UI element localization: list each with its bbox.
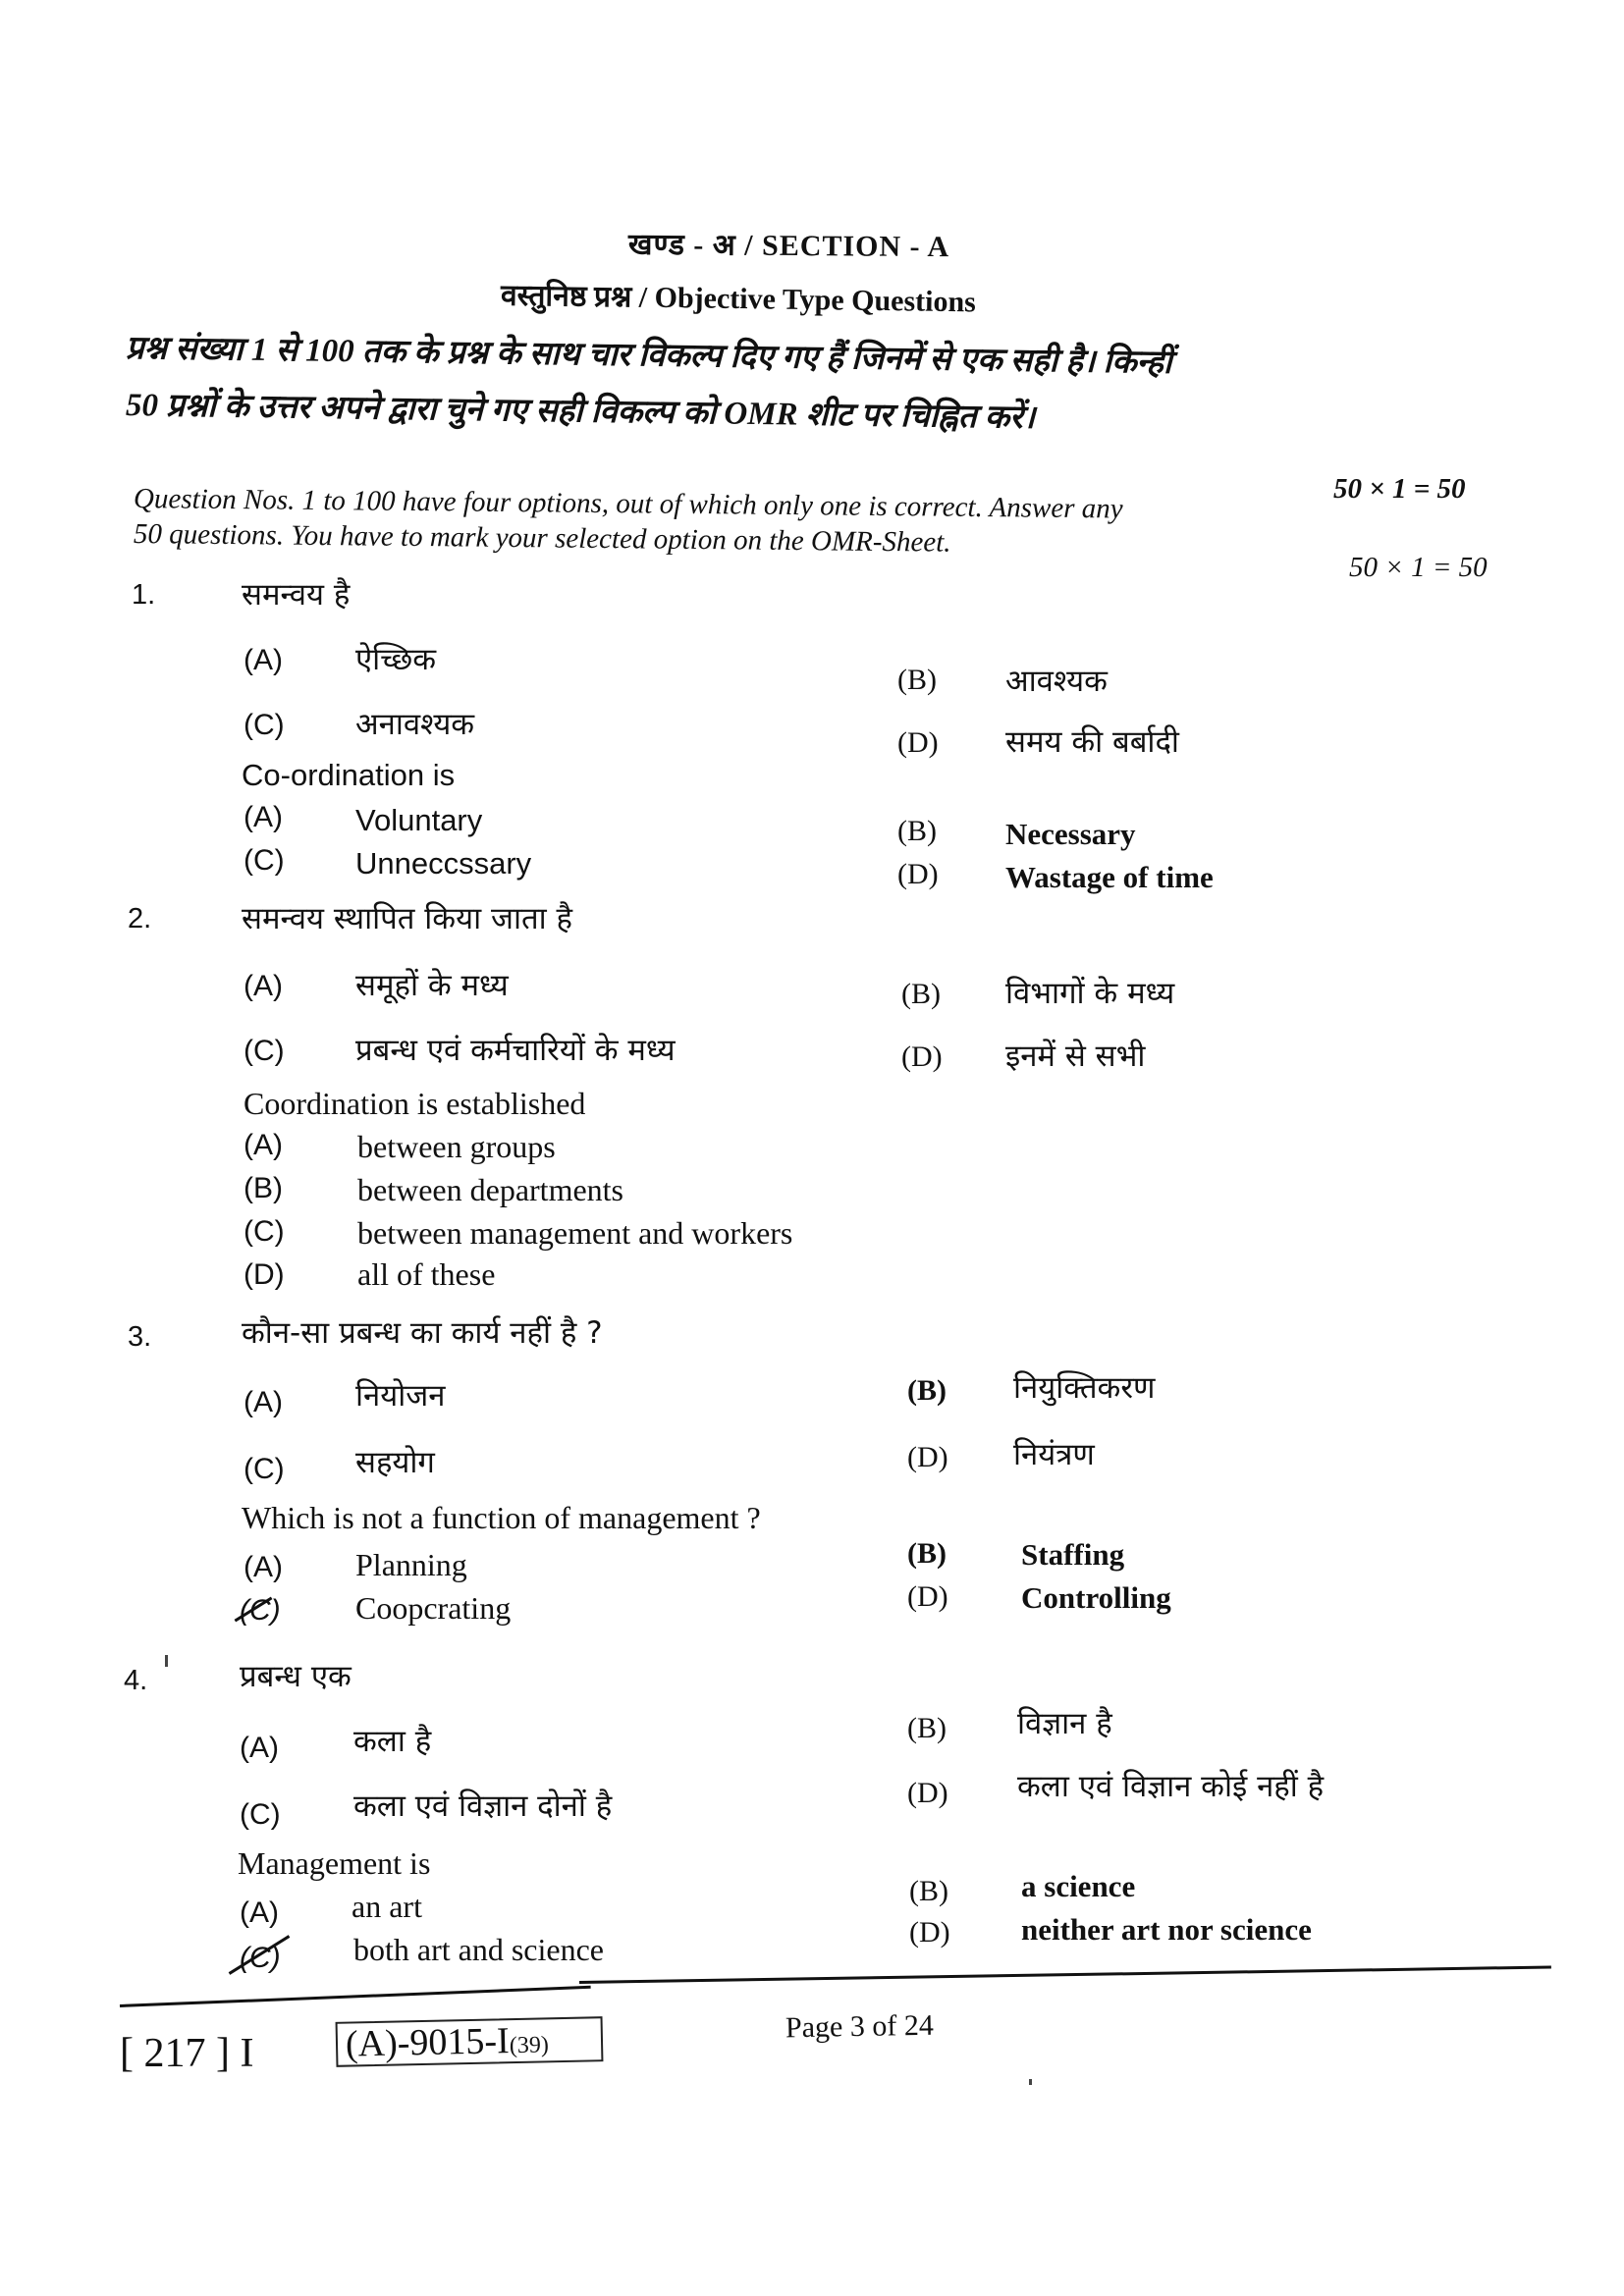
option-label: (A) <box>240 1732 279 1764</box>
option-label: (D) <box>907 1441 948 1473</box>
option-text-hindi: कला एवं विज्ञान दोनों है <box>353 1789 613 1824</box>
option-label: (D) <box>901 1041 943 1073</box>
option-label: (C) <box>244 709 285 741</box>
footer-rule-left <box>120 1986 591 2007</box>
option-label: (A) <box>244 1129 283 1161</box>
option-label: (B) <box>909 1875 948 1907</box>
option-label: (C) <box>244 1035 285 1067</box>
ink-speck <box>165 1655 168 1667</box>
paper-code-box <box>336 2016 604 2067</box>
option-label: (B) <box>907 1712 947 1744</box>
option-label: (A) <box>244 644 283 676</box>
question-text-english: Which is not a function of management ? <box>242 1500 761 1535</box>
option-label: (A) <box>244 1551 283 1583</box>
option-label: (B) <box>907 1374 947 1407</box>
option-text-hindi: प्रबन्ध एवं कर्मचारियों के मध्य <box>355 1033 676 1068</box>
option-label: (A) <box>244 1386 283 1418</box>
page-number: Page 3 of 24 <box>785 2008 935 2045</box>
option-text-english: a science <box>1021 1869 1136 1903</box>
option-text-hindi: विज्ञान है <box>1017 1706 1112 1741</box>
instructions-english-line-1: Question Nos. 1 to 100 have four options, out of which only one is correct. Answer any <box>133 483 1123 525</box>
footer-rule-right <box>579 1965 1551 1984</box>
option-label: (A) <box>244 970 283 1002</box>
option-text-hindi: नियुक्तिकरण <box>1013 1370 1156 1406</box>
section-title: खण्ड - अ / SECTION - A <box>627 228 950 264</box>
option-label: (C) <box>240 1798 281 1831</box>
option-text-english: Wastage of time <box>1005 860 1214 894</box>
option-text-hindi: आवश्यक <box>1005 664 1108 699</box>
option-text-english: an art <box>352 1889 422 1924</box>
marks-hindi: 50 × 1 = 50 <box>1333 473 1466 505</box>
option-label: (B) <box>244 1172 283 1204</box>
option-label: (D) <box>244 1258 285 1291</box>
ink-speck <box>1029 2079 1032 2085</box>
option-text-english: neither art nor science <box>1021 1912 1312 1947</box>
instructions-english-line-2: 50 questions. You have to mark your selected option on the OMR-Sheet. <box>133 518 951 559</box>
instructions-hindi-line-2: 50 प्रश्नों के उत्तर अपने द्वारा चुने गए सही विकल्प को OMR शीट पर चिह्नित करें। <box>125 388 1036 436</box>
question-text-hindi: प्रबन्ध एक <box>240 1659 352 1694</box>
question-text-english: Management is <box>238 1845 431 1881</box>
option-text-english: Coopcrating <box>355 1590 512 1626</box>
option-text-english: Unneccssary <box>355 846 532 881</box>
option-label: (D) <box>897 858 939 890</box>
option-text-hindi: नियंत्रण <box>1013 1437 1095 1472</box>
option-label: (B) <box>897 815 937 847</box>
option-text-hindi: इनमें से सभी <box>1005 1039 1146 1074</box>
option-text-hindi: कला एवं विज्ञान कोई नहीं है <box>1017 1769 1325 1804</box>
option-label: (D) <box>897 726 939 759</box>
paper-code-suffix: (39) <box>509 2032 550 2059</box>
question-number: 4. <box>124 1665 148 1696</box>
option-text-english: between management and workers <box>357 1215 793 1251</box>
option-text-english: Controlling <box>1021 1580 1171 1615</box>
question-number: 3. <box>128 1321 152 1353</box>
option-label: (C) <box>244 1215 285 1248</box>
question-text-hindi: समन्वय है <box>242 577 351 613</box>
question-text-english: Coordination is established <box>244 1086 586 1121</box>
option-text-english: Necessary <box>1005 817 1136 851</box>
option-label: (D) <box>907 1777 948 1809</box>
option-text-english: both art and science <box>353 1932 604 1967</box>
option-label-marked: (C) <box>240 1594 281 1627</box>
option-label: (D) <box>907 1580 948 1613</box>
option-text-english: Planning <box>355 1547 467 1582</box>
question-number: 2. <box>128 903 152 934</box>
option-label: (B) <box>901 978 941 1010</box>
option-label-marked: (C) <box>240 1942 281 1974</box>
option-text-hindi: समूहों के मध्य <box>355 968 509 1003</box>
question-text-hindi: कौन-सा प्रबन्ध का कार्य नहीं है ? <box>242 1315 603 1351</box>
option-text-english: Staffing <box>1021 1537 1125 1572</box>
option-text-hindi: कला है <box>353 1724 432 1759</box>
option-text-english: between groups <box>357 1129 556 1164</box>
option-label: (A) <box>240 1896 279 1929</box>
marks-english: 50 × 1 = 50 <box>1349 552 1488 583</box>
option-label: (C) <box>244 1453 285 1485</box>
section-subtitle: वस्तुनिष्ठ प्रश्न / Objective Type Questions <box>500 279 977 319</box>
instructions-hindi-line-1: प्रश्न संख्या 1 से 100 तक के प्रश्न के साथ चार विकल्प दिए गए हैं जिनमें से एक सही है। किन्हीं <box>125 331 1172 381</box>
option-label: (C) <box>244 844 285 877</box>
option-label: (B) <box>907 1537 947 1570</box>
option-text-english: between departments <box>357 1172 623 1207</box>
option-text-hindi: सहयोग <box>355 1445 435 1480</box>
option-text-hindi: नियोजन <box>355 1378 446 1414</box>
option-text-hindi: ऐच्छिक <box>355 642 437 677</box>
option-text-hindi: विभागों के मध्य <box>1005 976 1175 1011</box>
option-label: (D) <box>909 1916 950 1949</box>
option-text-hindi: समय की बर्बादी <box>1005 724 1179 760</box>
question-text-english: Co-ordination is <box>242 758 456 792</box>
option-label: (A) <box>244 801 283 833</box>
question-number: 1. <box>132 579 156 611</box>
option-text-english: Voluntary <box>355 803 483 837</box>
option-label: (B) <box>897 664 937 696</box>
footer-code: [ 217 ] I <box>120 2031 254 2076</box>
paper-code: (A)-9015-I <box>345 2020 511 2065</box>
question-text-hindi: समन्वय स्थापित किया जाता है <box>242 901 573 936</box>
option-text-english: all of these <box>357 1256 496 1292</box>
option-text-hindi: अनावश्यक <box>355 707 475 742</box>
